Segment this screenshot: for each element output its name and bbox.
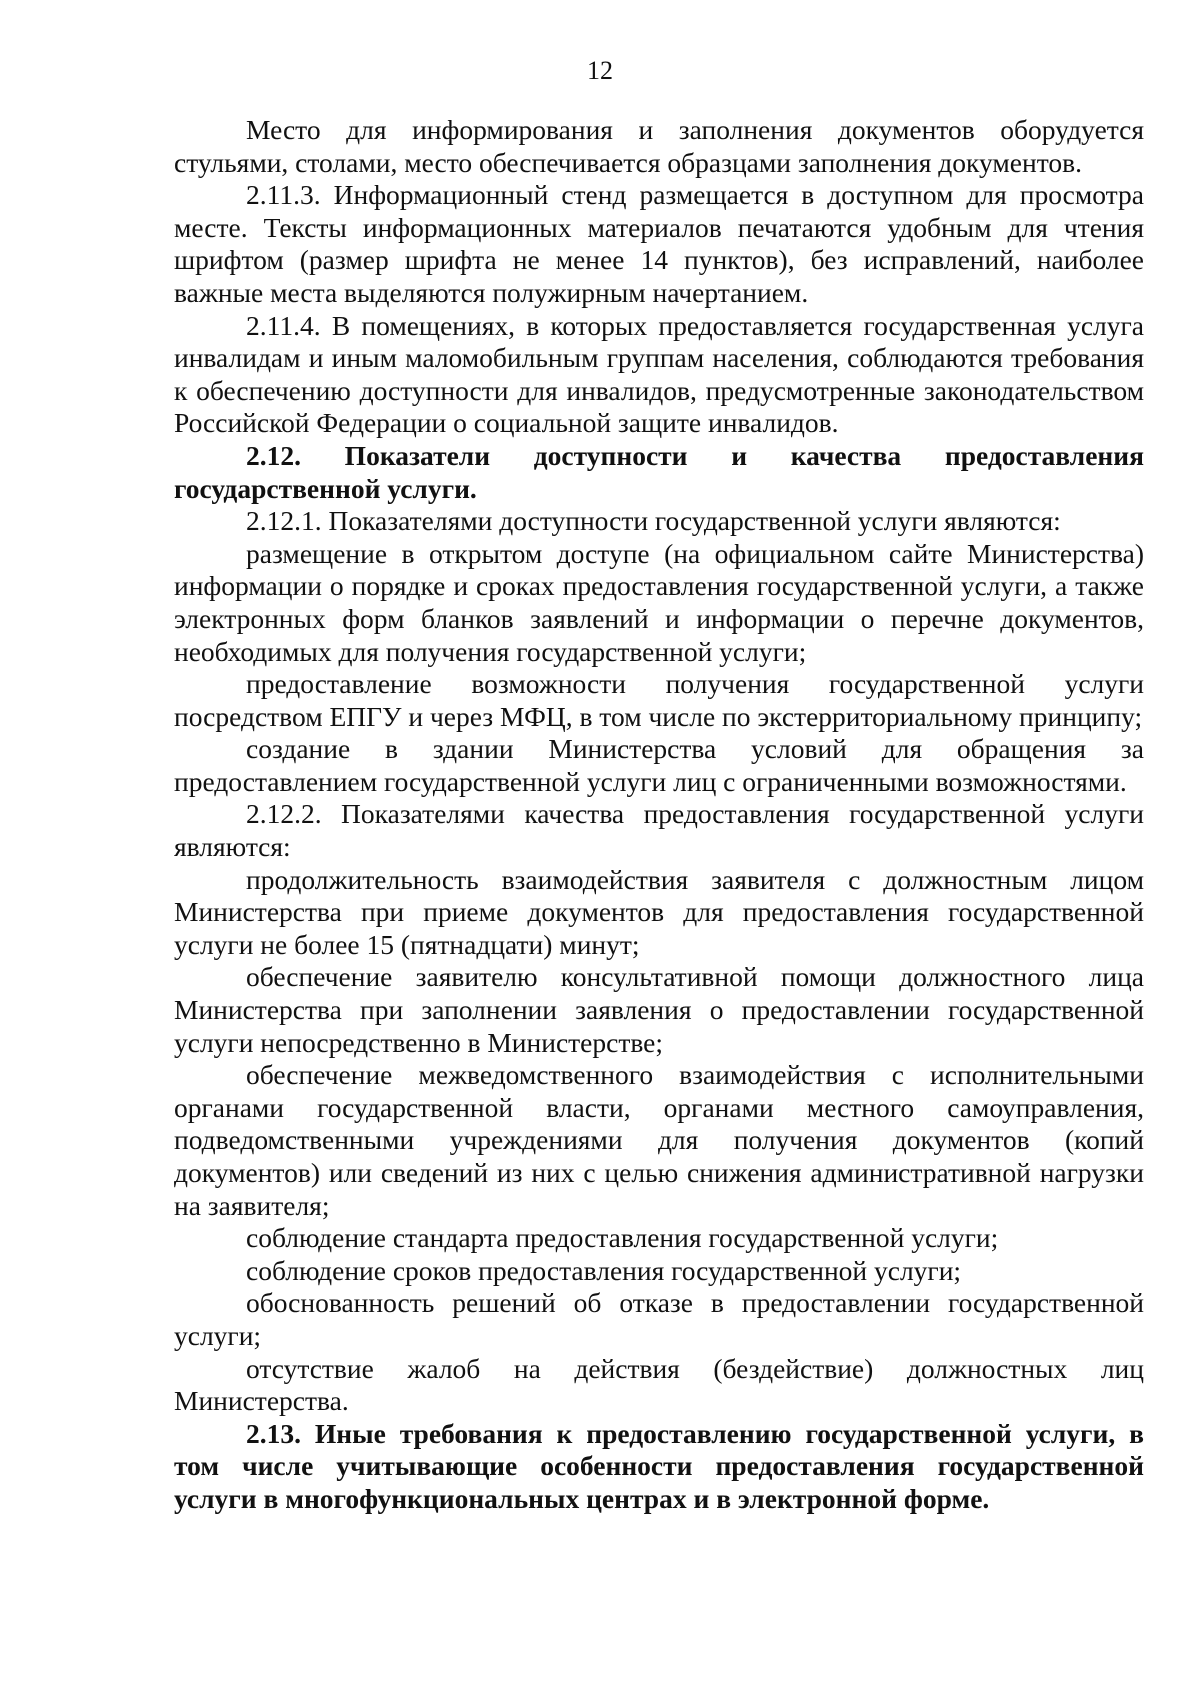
list-item: отсутствие жалоб на действия (бездействие) должностных лиц Министерства.	[174, 1352, 1144, 1417]
paragraph: 2.12.1. Показателями доступности государственной услуги являются:	[246, 505, 1061, 537]
paragraph: Место для информирования и заполнения документов оборудуется стульями, столами, место обеспечивается образцами заполнения документов.	[174, 114, 1144, 178]
paragraph: 2.11.3. Информационный стенд размещается в доступном для просмотра месте. Тексты информационных материалов печатаются удобным для чтения шрифтом (размер шрифта не менее 14 пунктов), без исправлений, наиболее важные места выделяются полужирным начертанием.	[174, 179, 1144, 308]
section-heading: 2.13. Иные требования к предоставлению государственной услуги, в том числе учитывающие особенности предоставления государственной услуги в многофункциональных центрах и в электронной форме.	[174, 1417, 1144, 1514]
page-number: 12	[587, 56, 613, 85]
list-item: соблюдение сроков предоставления государственной услуги;	[246, 1254, 962, 1286]
paragraph: 2.11.4. В помещениях, в которых предоставляется государственная услуга инвалидам и иным маломобильным группам населения, соблюдаются требования к обеспечению доступности для инвалидов, предусмотренные законодательством Российской Федерации о социальной защите инвалидов.	[174, 309, 1144, 439]
list-item: обоснованность решений об отказе в предоставлении государственной услуги;	[174, 1287, 1144, 1351]
list-item: создание в здании Министерства условий для обращения за предоставлением государственной услуги лиц с ограниченными возможностями.	[174, 733, 1144, 797]
list-item: предоставление возможности получения государственной услуги посредством ЕПГУ и через МФЦ, в том числе по экстерриториальному принципу;	[174, 668, 1144, 732]
list-item: обеспечение межведомственного взаимодействия с исполнительными органами государственной власти, органами местного самоуправления, подведомственными учреждениями для получения документов (копий документов) или сведений из них с целью снижения административной нагрузки на заявителя;	[174, 1059, 1144, 1221]
list-item: размещение в открытом доступе (на официальном сайте Министерства) информации о порядке и сроках предоставления государственной услуги, а также электронных форм бланков заявлений и информации о перечне документов, необходимых для получения государственной услуги;	[174, 537, 1144, 667]
section-heading: 2.12. Показатели доступности и качества предоставления государственной услуги.	[174, 439, 1144, 504]
list-item: обеспечение заявителю консультативной помощи должностного лица Министерства при заполнении заявления о предоставлении государственной услуги непосредственно в Министерстве;	[174, 961, 1144, 1058]
list-item: соблюдение стандарта предоставления государственной услуги;	[246, 1222, 999, 1254]
document-body	[174, 114, 1144, 1516]
paragraph: 2.12.2. Показателями качества предоставления государственной услуги являются:	[174, 798, 1144, 863]
list-item: продолжительность взаимодействия заявителя с должностным лицом Министерства при приеме документов для предоставления государственной услуги не более 15 (пятнадцати) минут;	[174, 863, 1144, 960]
